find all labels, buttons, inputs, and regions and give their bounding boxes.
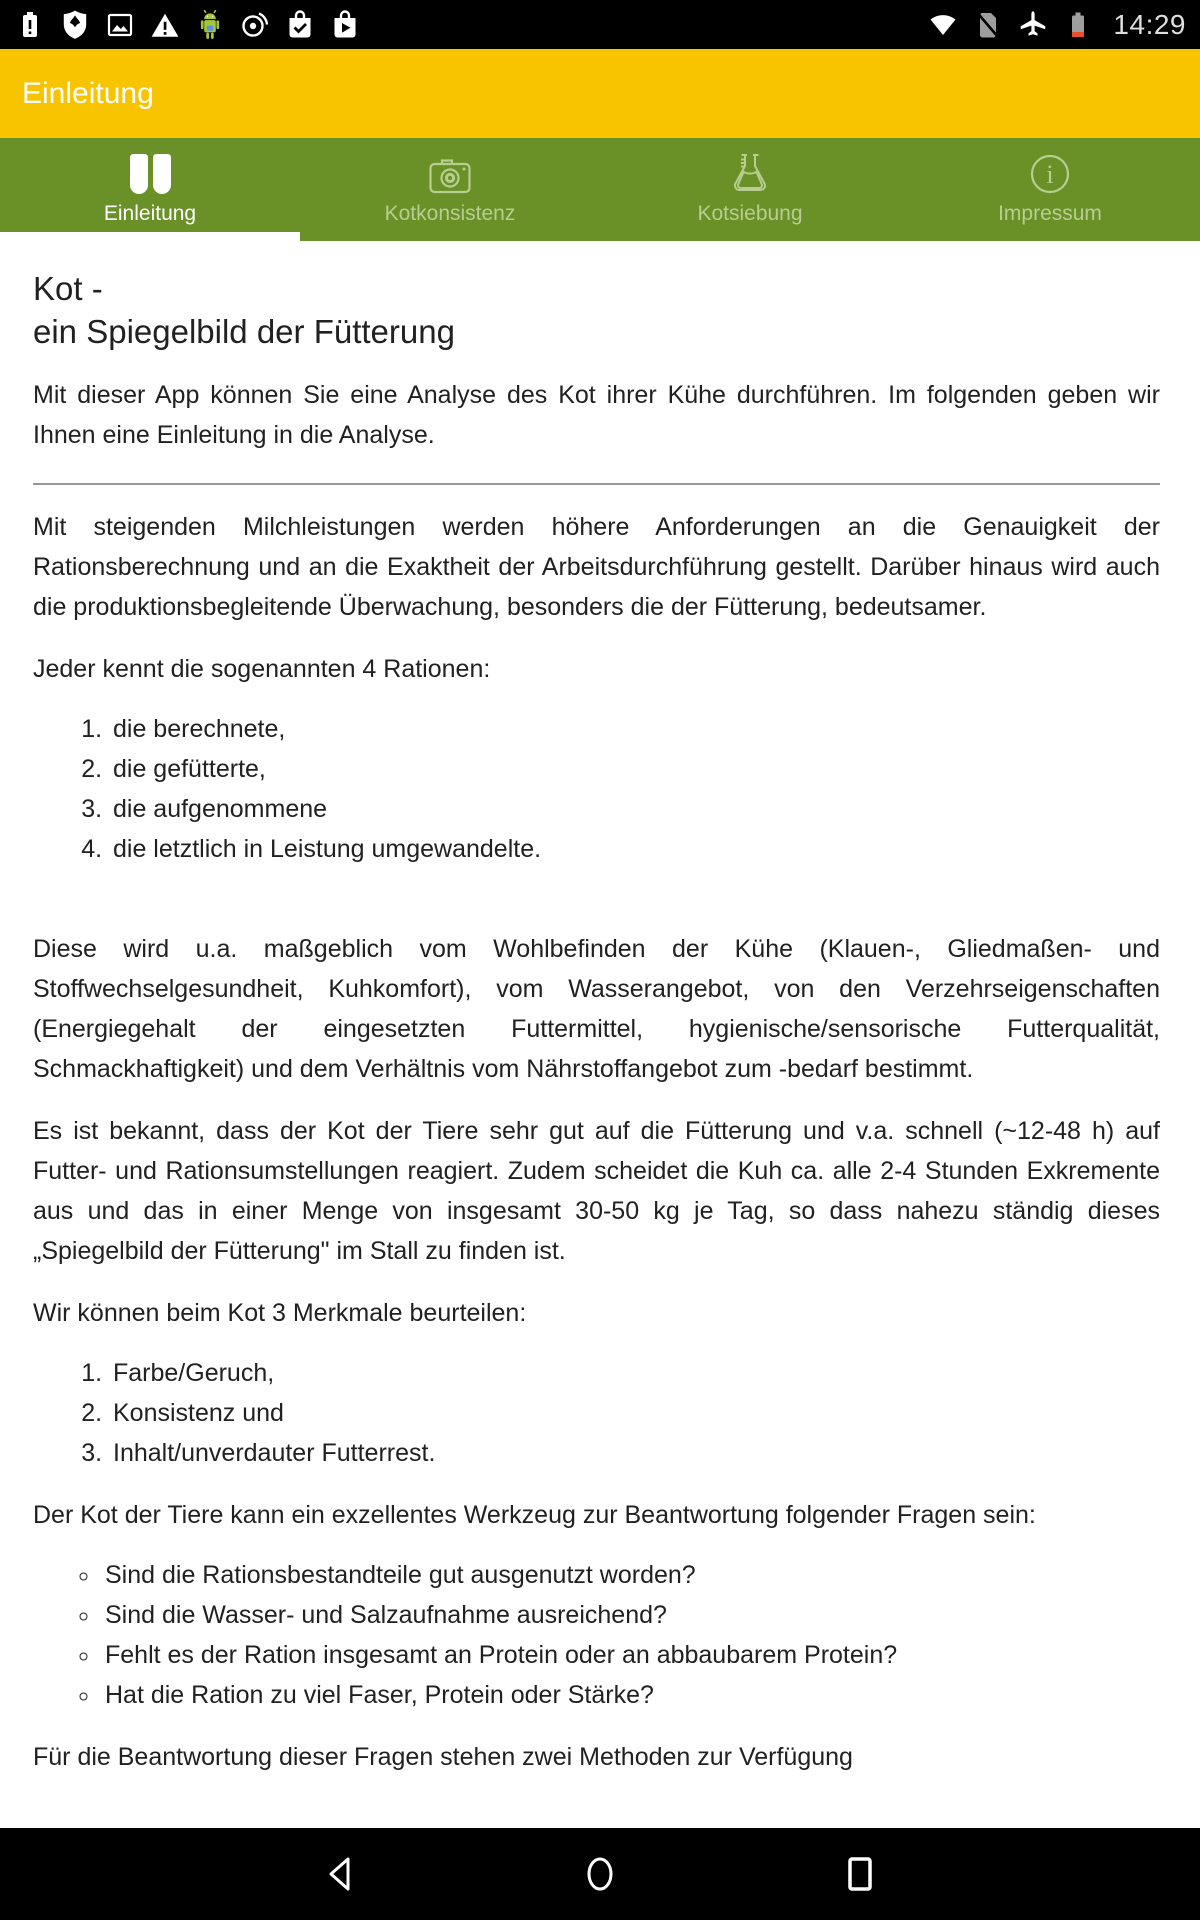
list-item: 1. die berechnete,: [109, 709, 1160, 749]
article-content[interactable]: [0, 241, 1200, 1897]
list-item: 3. die aufgenommene: [109, 789, 1160, 829]
status-bar: [0, 0, 1200, 49]
camera-icon: [427, 148, 473, 196]
list-item: ◦ Sind die Rationsbestandteile gut ausgenutzt worden?: [101, 1555, 1160, 1595]
warning-icon: [149, 7, 181, 43]
paragraph-spiegelbild: Es ist bekannt, dass der Kot der Tiere sehr gut auf die Fütterung und v.a. schnell (~12-48 h) auf Futter- und Rationsumstellungen reagiert. Zudem scheidet die Kuh ca. alle 2-4 Stunden Exkremente aus und das in einer Menge von insgesamt 30-50 kg je Tag, so dass nahezu ständig dieses „Spiegelbild der Fütterung" im Stall zu finden ist.: [33, 1117, 1160, 1265]
disc-icon: [239, 7, 271, 43]
tab-label: Impressum: [998, 202, 1102, 225]
list-item: ◦ Fehlt es der Ration insgesamt an Protein oder an abbaubarem Protein?: [101, 1635, 1160, 1675]
tab-einleitung[interactable]: [0, 138, 300, 241]
paragraph-methoden: Für die Beantwortung dieser Fragen stehen zwei Methoden zur Verfügung: [33, 1743, 853, 1771]
rationen-list: [33, 709, 1160, 869]
fragen-label: Der Kot der Tiere kann ein exzellentes Werkzeug zur Beantwortung folgender Fragen sein:: [33, 1501, 1036, 1529]
list-item: 4. die letztlich in Leistung umgewandelte.: [109, 829, 1160, 869]
article-heading: [33, 267, 1160, 353]
tab-bar: [0, 138, 1200, 241]
svg-text:i: i: [1046, 160, 1054, 189]
page-title: Einleitung: [22, 76, 154, 110]
navigation-bar: [0, 1828, 1200, 1920]
battery-low-icon: [1062, 7, 1094, 43]
flask-icon: [727, 148, 773, 196]
home-button[interactable]: [578, 1852, 622, 1896]
list-item: ◦ Hat die Ration zu viel Faser, Protein oder Stärke?: [101, 1675, 1160, 1715]
no-sim-icon: [972, 7, 1004, 43]
airplane-mode-icon: [1017, 7, 1049, 43]
back-button[interactable]: [318, 1852, 362, 1896]
paragraph-wohlbefinden: Diese wird u.a. maßgeblich vom Wohlbefinden der Kühe (Klauen-, Gliedmaßen- und Stoffwechselgesundheit, Kuhkomfort), vom Wasserangebot, von den Verzehrseigenschaften (Energiegehalt der eingesetzten Futtermittel, hygienische/sensorische Futterqualität, Schmackhaftigkeit) und dem Verhältnis vom Nährstoffangebot zum -bedarf bestimmt.: [33, 935, 1160, 1083]
tab-label: Einleitung: [103, 202, 197, 225]
list-item: 2. die gefütterte,: [109, 749, 1160, 789]
rationen-label: Jeder kennt die sogenannten 4 Rationen:: [33, 655, 491, 683]
paragraph-milchleistungen: Mit steigenden Milchleistungen werden höhere Anforderungen an die Genauigkeit der Rationsberechnung und an die Exaktheit der Arbeitsdurchführung gestellt. Darüber hinaus wird auch die produktionsbegleitende Überwachung, besonders die der Fütterung, bedeutsamer.: [33, 513, 1160, 621]
bag-play-icon: [329, 7, 361, 43]
merkmale-label: Wir können beim Kot 3 Merkmale beurteilen:: [33, 1299, 527, 1327]
battery-alert-icon: [14, 7, 46, 43]
recents-button[interactable]: [838, 1852, 882, 1896]
info-icon: [1028, 148, 1072, 196]
content-divider: [33, 483, 1160, 485]
fragen-list: [33, 1555, 1160, 1715]
android-robot-icon: [194, 7, 226, 43]
heading-line-2: ein Spiegelbild der Fütterung: [33, 313, 455, 350]
list-item: 3. Inhalt/unverdauter Futterrest.: [109, 1433, 1160, 1473]
heading-line-1: Kot -: [33, 270, 103, 307]
list-item: 1. Farbe/Geruch,: [109, 1353, 1160, 1393]
tab-label: Kotkonsistenz: [384, 202, 516, 225]
shield-icon: [59, 7, 91, 43]
tab-kotkonsistenz[interactable]: [300, 138, 600, 241]
merkmale-list: [33, 1353, 1160, 1473]
back-icon: [325, 1855, 355, 1893]
list-item: ◦ Sind die Wasser- und Salzaufnahme ausreichend?: [101, 1595, 1160, 1635]
list-item: 2. Konsistenz und: [109, 1393, 1160, 1433]
clock: 14:29: [1113, 8, 1186, 40]
tab-kotsiebung[interactable]: [600, 138, 900, 241]
bag-check-icon: [284, 7, 316, 43]
intro-paragraph: Mit dieser App können Sie eine Analyse des Kot ihrer Kühe durchführen. Im folgenden geben wir Ihnen eine Einleitung in die Analyse.: [33, 381, 1160, 449]
image-icon: [104, 7, 136, 43]
recents-icon: [845, 1855, 875, 1893]
tab-label: Kotsiebung: [697, 202, 803, 225]
active-tab-indicator: [0, 232, 300, 241]
app-bar: [0, 49, 1200, 138]
tab-impressum[interactable]: [900, 138, 1200, 241]
wifi-icon: [927, 7, 959, 43]
home-icon: [585, 1855, 615, 1893]
book-icon: [130, 148, 171, 196]
